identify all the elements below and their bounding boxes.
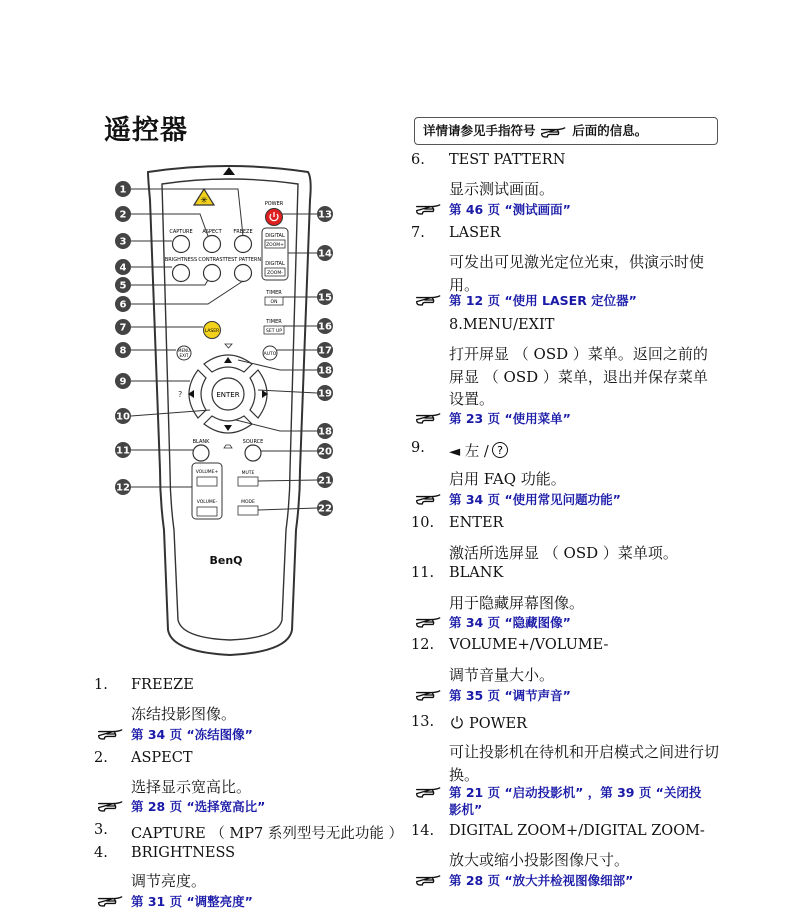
svg-text:BLANK: BLANK (192, 439, 210, 445)
pointing-hand-icon (97, 727, 125, 741)
svg-text:8: 8 (119, 345, 127, 357)
item-label: CAPTURE （ MP7 系列型号无此功能 ） (131, 826, 403, 842)
svg-text:10: 10 (116, 411, 130, 423)
brightness-button[interactable] (173, 265, 190, 282)
contrast-button[interactable] (204, 265, 221, 282)
page-reference-link[interactable]: 第 12 页 “使用 LASER 定位器” (449, 292, 711, 309)
item-number: 2. (94, 750, 108, 766)
note-box (414, 117, 718, 145)
svg-text:ENTER: ENTER (216, 391, 240, 399)
item-description: 放大或缩小投影图像尺寸。 (449, 851, 630, 869)
freeze-button[interactable] (235, 236, 252, 253)
volume-minus-button[interactable] (197, 507, 217, 516)
note-text: 详情请参见手指符号 (423, 123, 536, 138)
source-button[interactable] (245, 445, 261, 461)
svg-text:22: 22 (318, 503, 332, 515)
svg-text:18: 18 (318, 365, 332, 377)
pointing-hand-icon (415, 615, 443, 629)
pointing-hand-icon (415, 873, 443, 887)
page-reference-link[interactable]: 第 35 页 “调节声音” (449, 687, 711, 704)
item-number: 4. (94, 845, 108, 861)
item-number: 9. (411, 440, 425, 456)
page-reference-link[interactable]: 第 28 页 “选择宽高比” (131, 798, 393, 815)
callout-8 (115, 342, 131, 358)
callout-22 (317, 472, 333, 488)
svg-text:ASPECT: ASPECT (202, 229, 222, 235)
test-pattern-button[interactable] (235, 265, 252, 282)
svg-text:MODE: MODE (241, 500, 255, 505)
svg-text:19: 19 (318, 388, 332, 400)
item-description: 可发出可见激光定位光束，供演示时使用。 (449, 253, 705, 294)
callout-3 (115, 233, 131, 249)
page-reference-link[interactable]: 第 34 页 “隐藏图像” (449, 614, 711, 631)
svg-text:DIGITAL: DIGITAL (265, 261, 285, 267)
svg-text:TEST PATTERN: TEST PATTERN (224, 257, 262, 263)
callout-15 (317, 289, 333, 305)
item-number: 13. (411, 714, 435, 730)
svg-text:MUTE: MUTE (241, 471, 255, 476)
laser-warning-icon (194, 189, 214, 206)
callout-5 (115, 277, 131, 293)
item-number: 3. (94, 822, 108, 838)
svg-text:13: 13 (318, 209, 332, 221)
item-description: 冻结投影图像。 (131, 705, 237, 723)
pointing-hand-icon (415, 688, 443, 702)
note-text-after: 后面的信息。 (572, 123, 648, 138)
page-title: 遥控器 (104, 115, 188, 146)
callout-6 (115, 296, 131, 312)
page-reference-link[interactable]: 第 21 页 “启动投影机” ，第 39 页 “关闭投影机” (449, 784, 711, 818)
svg-text:LASER: LASER (204, 329, 220, 334)
item-description: 激活所选屏显 （ OSD ）菜单项。 (449, 544, 678, 562)
svg-text:1: 1 (119, 184, 127, 196)
svg-text:FREEZE: FREEZE (233, 229, 253, 235)
svg-text:ZOOM+: ZOOM+ (266, 243, 284, 248)
svg-text:SOURCE: SOURCE (242, 439, 264, 445)
callout-12 (115, 479, 131, 495)
item-label: ASPECT (131, 750, 193, 766)
mode-button[interactable] (238, 506, 258, 515)
item-label: 8.MENU/EXIT (449, 317, 555, 333)
svg-text:11: 11 (116, 445, 130, 457)
svg-text:?: ? (178, 390, 183, 399)
item-description: 选择显示宽高比。 (131, 778, 252, 796)
svg-text:VOLUME-: VOLUME- (196, 500, 218, 505)
item-label: DIGITAL ZOOM+/DIGITAL ZOOM- (449, 823, 705, 839)
svg-text:AUTO: AUTO (263, 352, 277, 357)
svg-text:20: 20 (318, 446, 332, 458)
brand-logo: BenQ (209, 554, 243, 567)
svg-text:9: 9 (119, 376, 127, 388)
page-reference-link[interactable]: 第 23 页 “使用菜单” (449, 410, 711, 427)
svg-text:ZOOM-: ZOOM- (267, 271, 283, 276)
help-question-icon (491, 441, 509, 459)
page-reference-link[interactable]: 第 34 页 “使用常见问题功能” (449, 491, 711, 508)
svg-text:DIGITAL: DIGITAL (265, 233, 285, 239)
item-description: 调节亮度。 (131, 872, 207, 890)
svg-text:MENU: MENU (178, 348, 190, 353)
item-number: 1. (94, 677, 108, 693)
blank-button[interactable] (193, 445, 209, 461)
aspect-button[interactable] (204, 236, 221, 253)
callout-16 (317, 318, 333, 334)
pointing-hand-icon (415, 202, 443, 216)
item-description: 可让投影机在待机和开启模式之间进行切换。 (449, 743, 720, 784)
svg-text:5: 5 (119, 280, 127, 292)
item-number: 10. (411, 515, 435, 531)
capture-button[interactable] (173, 236, 190, 253)
pointing-hand-icon (540, 125, 568, 139)
page-reference-link[interactable]: 第 46 页 “测试画面” (449, 201, 711, 218)
svg-text:4: 4 (119, 262, 127, 274)
volume-plus-button[interactable] (197, 477, 217, 486)
svg-text:ON: ON (270, 300, 278, 305)
svg-text:BRIGHTNESS: BRIGHTNESS (164, 257, 198, 263)
item-description: 调节音量大小。 (449, 666, 555, 684)
callout-2 (115, 206, 131, 222)
svg-text:TIMER: TIMER (266, 290, 282, 296)
callout-23 (317, 500, 333, 516)
item-number: 11. (411, 565, 435, 581)
item-label: BLANK (449, 565, 504, 581)
item-label: FREEZE (131, 677, 194, 693)
pointing-hand-icon (415, 785, 443, 799)
item-description: 显示测试画面。 (449, 180, 555, 198)
svg-text:EXIT: EXIT (179, 353, 189, 358)
item-label: BRIGHTNESS (131, 845, 236, 861)
mute-button[interactable] (238, 477, 258, 486)
page-reference-link[interactable]: 第 28 页 “放大并检视图像细部” (449, 872, 711, 889)
item-description: 用于隐藏屏幕图像。 (449, 594, 585, 612)
item-label: TEST PATTERN (449, 152, 566, 168)
page-reference-link[interactable]: 第 31 页 “调整亮度” (131, 893, 393, 910)
pointing-hand-icon (415, 293, 443, 307)
svg-text:2: 2 (119, 209, 127, 221)
ir-arrow-icon (223, 167, 235, 175)
svg-text:14: 14 (318, 248, 332, 260)
power-icon (449, 714, 465, 730)
remote-control-illustration (0, 0, 400, 680)
callout-7 (115, 319, 131, 335)
callout-18 (317, 362, 333, 378)
item-label: POWER (449, 714, 527, 732)
svg-text:TIMER: TIMER (266, 319, 282, 325)
item-description: 启用 FAQ 功能。 (449, 470, 566, 488)
svg-text:17: 17 (318, 345, 332, 357)
callout-19 (317, 385, 333, 401)
callout-1 (115, 181, 131, 197)
svg-text:VOLUME+: VOLUME+ (195, 470, 219, 475)
svg-text:16: 16 (318, 321, 332, 333)
svg-text:21: 21 (318, 475, 332, 487)
item-number: 14. (411, 823, 435, 839)
callout-11 (115, 442, 131, 458)
svg-text:12: 12 (116, 482, 130, 494)
item-number: 6. (411, 152, 425, 168)
item-number: 12. (411, 637, 435, 653)
svg-text:?: ? (496, 444, 503, 457)
callout-21 (317, 443, 333, 459)
pointing-hand-icon (97, 799, 125, 813)
callout-9 (115, 373, 131, 389)
svg-text:7: 7 (119, 322, 127, 334)
item-label: VOLUME+/VOLUME- (449, 637, 609, 653)
callout-10 (115, 408, 131, 424)
power-label: POWER (264, 201, 284, 207)
callout-13 (317, 206, 333, 222)
svg-text:CONTRAST: CONTRAST (198, 257, 226, 263)
item-label: ◄ 左 / ? (449, 440, 509, 461)
svg-text:18: 18 (318, 426, 332, 438)
svg-text:CAPTURE: CAPTURE (169, 229, 193, 235)
pointing-hand-icon (415, 492, 443, 506)
svg-text:3: 3 (119, 236, 127, 248)
svg-text:15: 15 (318, 292, 332, 304)
pointing-hand-icon (415, 411, 443, 425)
item-label: LASER (449, 225, 501, 241)
svg-text:6: 6 (119, 299, 127, 311)
item-description: 打开屏显 （ OSD ）菜单。返回之前的屏显 （ OSD ）菜单，退出并保存菜单设置。 (449, 345, 708, 408)
item-label: ENTER (449, 515, 504, 531)
callout-14 (317, 245, 333, 261)
callout-17 (317, 342, 333, 358)
item-number: 7. (411, 225, 425, 241)
svg-text:SET UP: SET UP (266, 329, 282, 334)
callout-20 (317, 423, 333, 439)
callout-4 (115, 259, 131, 275)
svg-text:✳: ✳ (200, 196, 208, 206)
page-reference-link[interactable]: 第 34 页 “冻结图像” (131, 726, 393, 743)
